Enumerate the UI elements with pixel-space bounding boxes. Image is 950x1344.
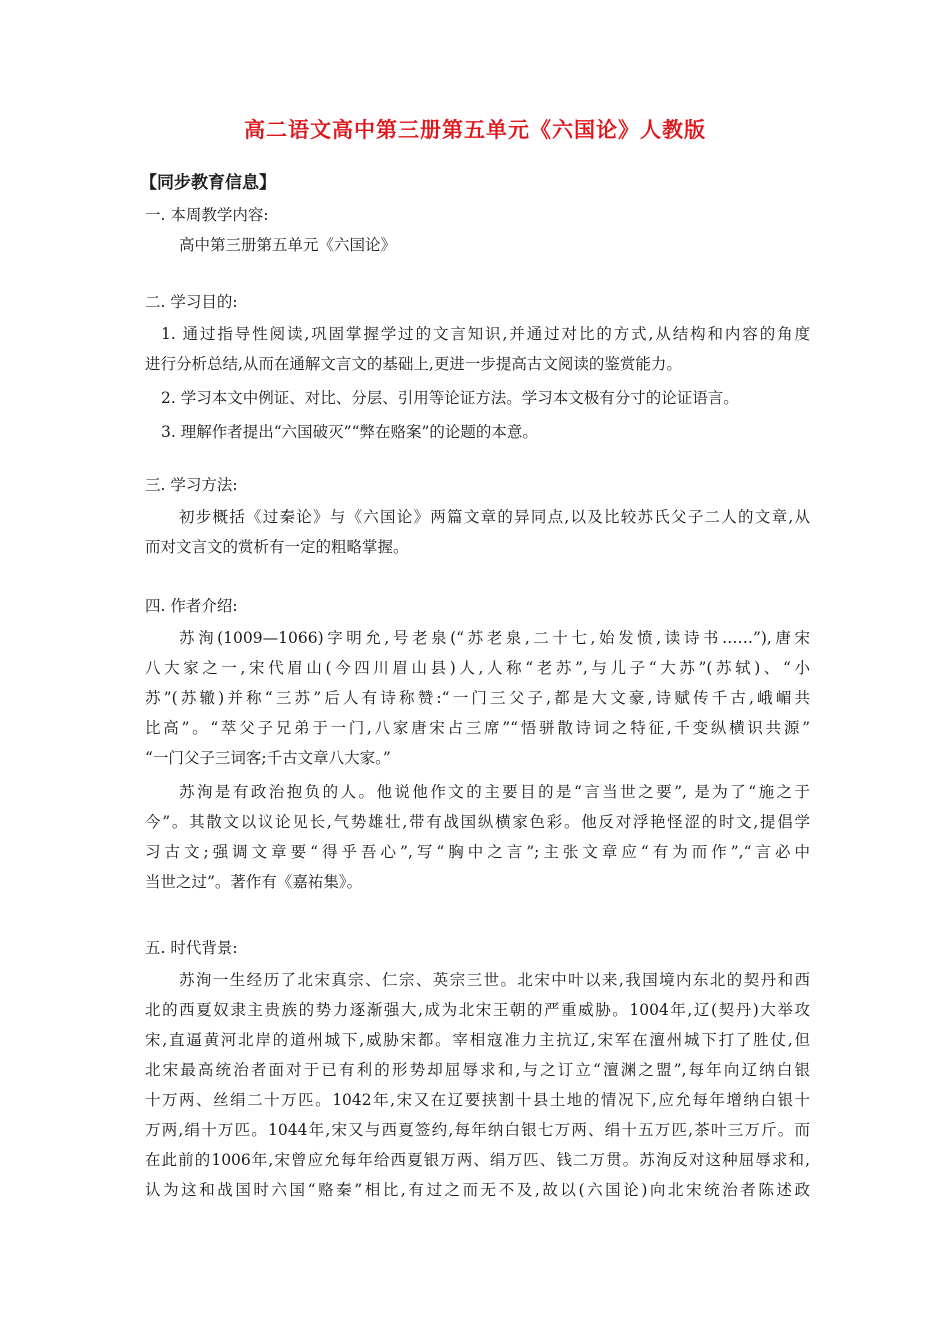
paragraph-line: 苏”(苏辙)并称“三苏”后人有诗称赞:“一门三父子,都是大文豪,诗赋传千古,峨嵋共 [145, 689, 810, 707]
paragraph-line: 比高”。“萃父子兄弟于一门,八家唐宋占三席”“悟骈散诗词之特征,千变纵横识共源” [145, 719, 810, 737]
section-heading: 三. 学习方法: [145, 476, 238, 494]
paragraph-line: 当世之过”。著作有《嘉祐集》。 [145, 873, 363, 891]
section-teaching-content [145, 200, 810, 260]
goal-item [145, 383, 810, 413]
section-text: 高中第三册第五单元《六国论》 [179, 236, 397, 254]
paragraph-line: 认为这和战国时六国“赂秦”相比,有过之而无不及,故以(六国论)向北宋统治者陈述政 [145, 1181, 810, 1199]
document-title: 高二语文高中第三册第五单元《六国论》人教版 [244, 118, 706, 142]
paragraph-line: 宋,直逼黄河北岸的道州城下,威胁宋都。宰相寇准力主抗辽,宋军在澶州城下打了胜仗,但 [145, 1031, 810, 1049]
info-header: 【同步教育信息】 [140, 173, 276, 193]
section-heading: 五. 时代背景: [145, 939, 238, 957]
section-historical-background [145, 933, 810, 1205]
section-heading: 一. 本周教学内容: [145, 206, 269, 224]
paragraph-line: 苏洵(1009—1066)字明允,号老泉(“苏老泉,二十七,始发愤,读诗书……”),唐宋 [179, 629, 810, 647]
section-text-line: 而对文言文的赏析有一定的粗略掌握。 [145, 538, 409, 556]
goal-item [145, 417, 810, 447]
paragraph [145, 623, 810, 773]
paragraph-line: “一门父子三词客;千古文章八大家。” [145, 749, 391, 767]
paragraph-line: 八大家之一,宋代眉山(今四川眉山县)人,人称“老苏”,与儿子“大苏”(苏轼)、“小 [145, 659, 810, 677]
goal-line: 进行分析总结,从而在通解文言文的基础上,更进一步提高古文阅读的鉴赏能力。 [145, 355, 682, 373]
paragraph [145, 777, 810, 897]
paragraph-line: 习古文;强调文章要“得乎吾心”,写“胸中之言”;主张文章应“有为而作”,“言必中 [145, 843, 810, 861]
paragraph [145, 965, 810, 1205]
goal-line: 3. 理解作者提出“六国破灭”“弊在赂案”的论题的本意。 [161, 423, 538, 441]
section-heading: 四. 作者介绍: [145, 597, 238, 615]
paragraph-line: 苏洵一生经历了北宋真宗、仁宗、英宗三世。北宋中叶以来,我国境内东北的契丹和西 [179, 971, 810, 989]
section-text-line: 初步概括《过秦论》与《六国论》两篇文章的异同点,以及比较苏氏父子二人的文章,从 [179, 508, 810, 526]
goal-line: 2. 学习本文中例证、对比、分层、引用等论证方法。学习本文极有分寸的论证语言。 [161, 389, 739, 407]
section-learning-goals [145, 287, 810, 447]
paragraph-line: 苏洵是有政治抱负的人。他说他作文的主要目的是“言当世之要”, 是为了“施之于 [179, 783, 810, 801]
goal-line: 1. 通过指导性阅读,巩固掌握学过的文言知识,并通过对比的方式,从结构和内容的角度 [161, 325, 810, 343]
paragraph-line: 北宋最高统治者面对于已有利的形势却屈辱求和,与之订立“澶渊之盟”,每年向辽纳白银 [145, 1061, 810, 1079]
goal-item [145, 319, 810, 379]
paragraph-line: 在此前的1006年,宋曾应允每年给西夏银万两、绢万匹、钱二万贯。苏洵反对这种屈辱求和, [145, 1151, 810, 1169]
section-heading: 二. 学习目的: [145, 293, 238, 311]
paragraph-line: 今”。其散文以议论见长,气势雄壮,带有战国纵横家色彩。他反对浮艳怪涩的时文,提倡学 [145, 813, 810, 831]
paragraph-line: 北的西夏奴隶主贵族的势力逐渐强大,成为北宋王朝的严重威胁。1004年,辽(契丹)大举攻 [145, 1001, 810, 1019]
section-author-intro [145, 591, 810, 897]
paragraph-line: 十万两、丝绢二十万匹。1042年,宋又在辽要挟割十县土地的情况下,应允每年增纳白银十 [145, 1091, 810, 1109]
paragraph-line: 万两,绢十万匹。1044年,宋又与西夏签约,每年纳白银七万两、绢十五万匹,茶叶三万斤。而 [145, 1121, 810, 1139]
section-learning-method [145, 470, 810, 562]
